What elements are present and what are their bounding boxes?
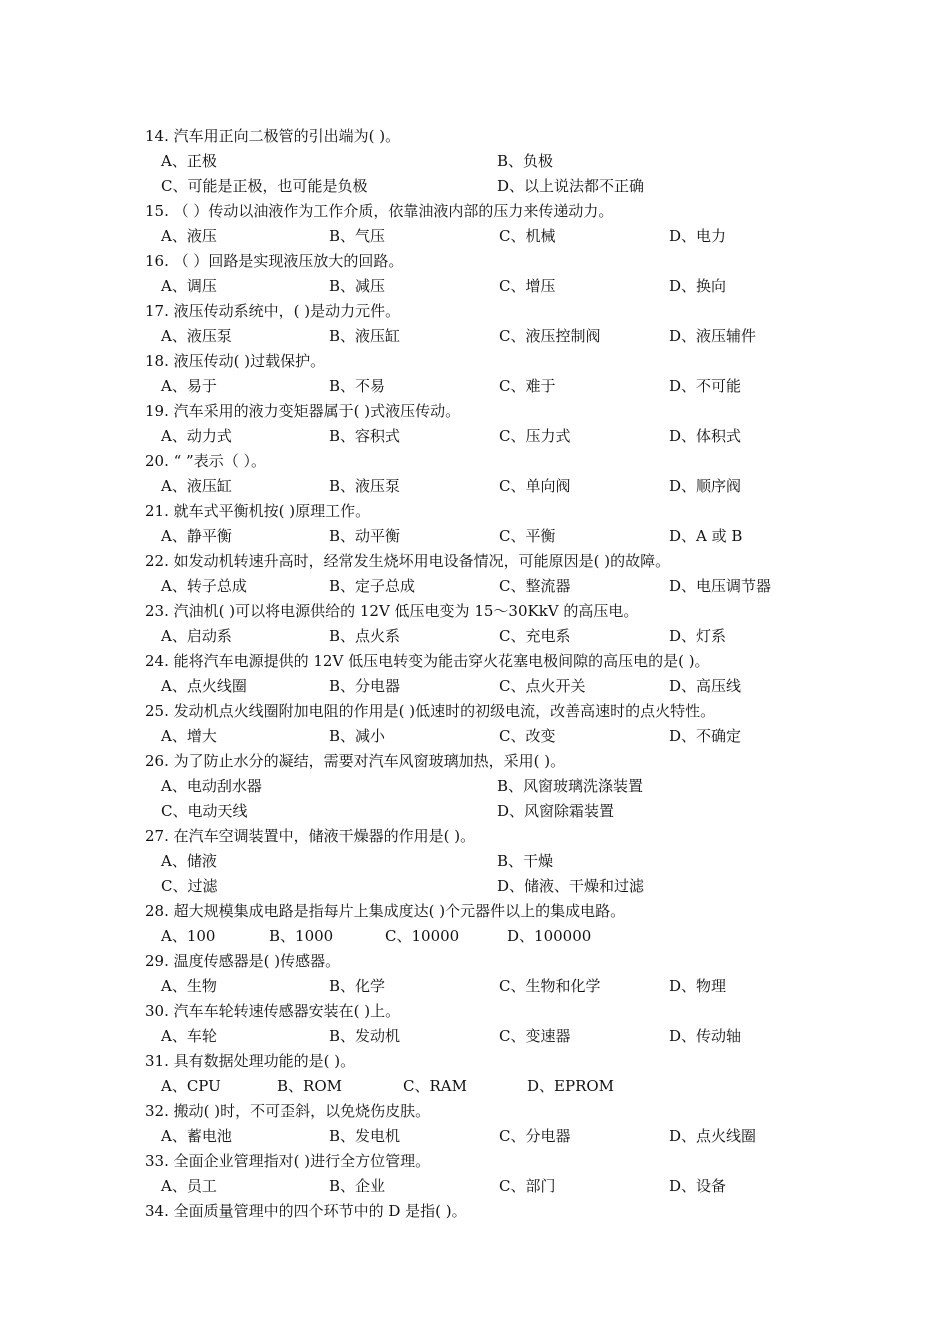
- option-a: A、蓄电池: [161, 1127, 232, 1145]
- option-b: B、减压: [329, 277, 386, 295]
- question-text: 20. “ ”表示（ ）。: [145, 452, 266, 470]
- option-d: D、点火线圈: [669, 1127, 757, 1145]
- option-a: A、液压泵: [161, 327, 232, 345]
- question-text: 21. 就车式平衡机按( )原理工作。: [145, 502, 371, 520]
- options-row: [145, 674, 805, 699]
- question-text: 32. 搬动( )时，不可歪斜，以免烧伤皮肤。: [145, 1102, 431, 1120]
- option-a: A、员工: [161, 1177, 217, 1195]
- option-b: B、定子总成: [329, 577, 416, 595]
- options-row: [145, 474, 805, 499]
- option-c: C、增压: [499, 277, 556, 295]
- question-text: 22. 如发动机转速升高时，经常发生烧坏用电设备情况，可能原因是( )的故障。: [145, 552, 671, 570]
- option-a: A、液压: [161, 227, 217, 245]
- option-a: A、增大: [161, 727, 217, 745]
- option-c: C、平衡: [499, 527, 556, 545]
- options-row: [145, 524, 805, 549]
- option-d: D、高压线: [669, 677, 742, 695]
- option-a: A、启动系: [161, 627, 232, 645]
- option-c: C、难于: [499, 377, 556, 395]
- question-text: 30. 汽车车轮转速传感器安装在( )上。: [145, 1002, 401, 1020]
- question-text: 23. 汽油机( )可以将电源供给的 12V 低压电变为 15～30KkV 的高压电。: [145, 602, 639, 620]
- option-c: C、10000: [385, 927, 460, 945]
- option-d: D、物理: [669, 977, 727, 995]
- option-b: B、ROM: [277, 1077, 342, 1095]
- option-d: D、以上说法都不正确: [497, 177, 645, 195]
- options-row: [145, 1174, 805, 1199]
- option-d: D、体积式: [669, 427, 742, 445]
- option-d: D、储液、干燥和过滤: [497, 877, 645, 895]
- question-text: 19. 汽车采用的液力变矩器属于( )式液压传动。: [145, 402, 461, 420]
- question-text: 31. 具有数据处理功能的是( )。: [145, 1052, 356, 1070]
- question-text: 24. 能将汽车电源提供的 12V 低压电转变为能击穿火花塞电极间隙的高压电的是( )。: [145, 652, 710, 670]
- option-b: B、发动机: [329, 1027, 401, 1045]
- option-a: A、100: [161, 927, 216, 945]
- option-b: B、动平衡: [329, 527, 401, 545]
- option-d: D、液压辅件: [669, 327, 757, 345]
- option-b: B、风窗玻璃洗涤装置: [497, 777, 644, 795]
- option-a: A、生物: [161, 977, 217, 995]
- option-a: A、调压: [161, 277, 217, 295]
- option-b: B、化学: [329, 977, 386, 995]
- question-text: 28. 超大规模集成电路是指每片上集成度达( )个元器件以上的集成电路。: [145, 902, 626, 920]
- option-c: C、液压控制阀: [499, 327, 601, 345]
- option-a: A、电动刮水器: [161, 777, 262, 795]
- option-a: A、CPU: [161, 1077, 221, 1095]
- option-b: B、发电机: [329, 1127, 401, 1145]
- options-row: [145, 374, 805, 399]
- option-c: C、充电系: [499, 627, 571, 645]
- options-row: [145, 424, 805, 449]
- option-a: A、静平衡: [161, 527, 232, 545]
- option-c: C、电动天线: [161, 802, 248, 820]
- question-text: 26. 为了防止水分的凝结，需要对汽车风窗玻璃加热，采用( )。: [145, 752, 566, 770]
- options-row: [145, 849, 805, 874]
- options-row: [145, 224, 805, 249]
- option-a: A、液压缸: [161, 477, 232, 495]
- question-text: 18. 液压传动( )过载保护。: [145, 352, 326, 370]
- options-row: [145, 274, 805, 299]
- question-text: 34. 全面质量管理中的四个环节中的 D 是指( )。: [145, 1202, 467, 1220]
- options-row: [145, 1074, 805, 1099]
- options-row: [145, 174, 805, 199]
- option-a: A、点火线圈: [161, 677, 247, 695]
- question-text: 25. 发动机点火线圈附加电阻的作用是( )低速时的初级电流，改善高速时的点火特性。: [145, 702, 716, 720]
- question-text: 17. 液压传动系统中，( )是动力元件。: [145, 302, 401, 320]
- option-d: D、100000: [507, 927, 592, 945]
- option-b: B、点火系: [329, 627, 401, 645]
- options-row: [145, 874, 805, 899]
- options-row: [145, 974, 805, 999]
- option-c: C、点火开关: [499, 677, 586, 695]
- option-c: C、变速器: [499, 1027, 571, 1045]
- options-row: [145, 799, 805, 824]
- option-d: D、不确定: [669, 727, 742, 745]
- option-c: C、部门: [499, 1177, 556, 1195]
- option-c: C、压力式: [499, 427, 571, 445]
- question-list: [145, 124, 805, 1224]
- option-b: B、容积式: [329, 427, 401, 445]
- option-d: D、A 或 B: [669, 527, 743, 545]
- question-text: 33. 全面企业管理指对( )进行全方位管理。: [145, 1152, 431, 1170]
- option-c: C、整流器: [499, 577, 571, 595]
- option-a: A、储液: [161, 852, 217, 870]
- question-text: 14. 汽车用正向二极管的引出端为( )。: [145, 127, 401, 145]
- option-d: D、风窗除霜装置: [497, 802, 615, 820]
- option-b: B、气压: [329, 227, 386, 245]
- options-row: [145, 624, 805, 649]
- option-a: A、正极: [161, 152, 217, 170]
- option-c: C、单向阀: [499, 477, 571, 495]
- option-d: D、EPROM: [527, 1077, 615, 1095]
- options-row: [145, 574, 805, 599]
- option-b: B、液压缸: [329, 327, 401, 345]
- option-d: D、传动轴: [669, 1027, 742, 1045]
- option-b: B、负极: [497, 152, 554, 170]
- option-c: C、可能是正极，也可能是负极: [161, 177, 368, 195]
- option-d: D、灯系: [669, 627, 727, 645]
- option-d: D、顺序阀: [669, 477, 742, 495]
- option-b: B、液压泵: [329, 477, 401, 495]
- options-row: [145, 774, 805, 799]
- option-b: B、1000: [269, 927, 334, 945]
- question-text: 29. 温度传感器是( )传感器。: [145, 952, 341, 970]
- option-b: B、企业: [329, 1177, 386, 1195]
- option-c: C、生物和化学: [499, 977, 601, 995]
- option-a: A、易于: [161, 377, 217, 395]
- option-c: C、机械: [499, 227, 556, 245]
- option-d: D、换向: [669, 277, 727, 295]
- option-c: C、过滤: [161, 877, 218, 895]
- option-d: D、设备: [669, 1177, 727, 1195]
- option-a: A、动力式: [161, 427, 232, 445]
- options-row: [145, 1024, 805, 1049]
- option-a: A、车轮: [161, 1027, 217, 1045]
- question-text: 15. （ ）传动以油液作为工作介质，依靠油液内部的压力来传递动力。: [145, 202, 614, 220]
- option-b: B、不易: [329, 377, 386, 395]
- options-row: [145, 324, 805, 349]
- option-b: B、减小: [329, 727, 386, 745]
- option-c: C、改变: [499, 727, 556, 745]
- option-d: D、电压调节器: [669, 577, 772, 595]
- option-c: C、分电器: [499, 1127, 571, 1145]
- option-b: B、分电器: [329, 677, 401, 695]
- options-row: [145, 1124, 805, 1149]
- option-b: B、干燥: [497, 852, 554, 870]
- option-d: D、电力: [669, 227, 727, 245]
- options-row: [145, 924, 805, 949]
- option-a: A、转子总成: [161, 577, 247, 595]
- question-text: 27. 在汽车空调装置中，储液干燥器的作用是( )。: [145, 827, 476, 845]
- options-row: [145, 724, 805, 749]
- options-row: [145, 149, 805, 174]
- option-c: C、RAM: [403, 1077, 467, 1095]
- question-text: 16. （ ）回路是实现液压放大的回路。: [145, 252, 404, 270]
- option-d: D、不可能: [669, 377, 742, 395]
